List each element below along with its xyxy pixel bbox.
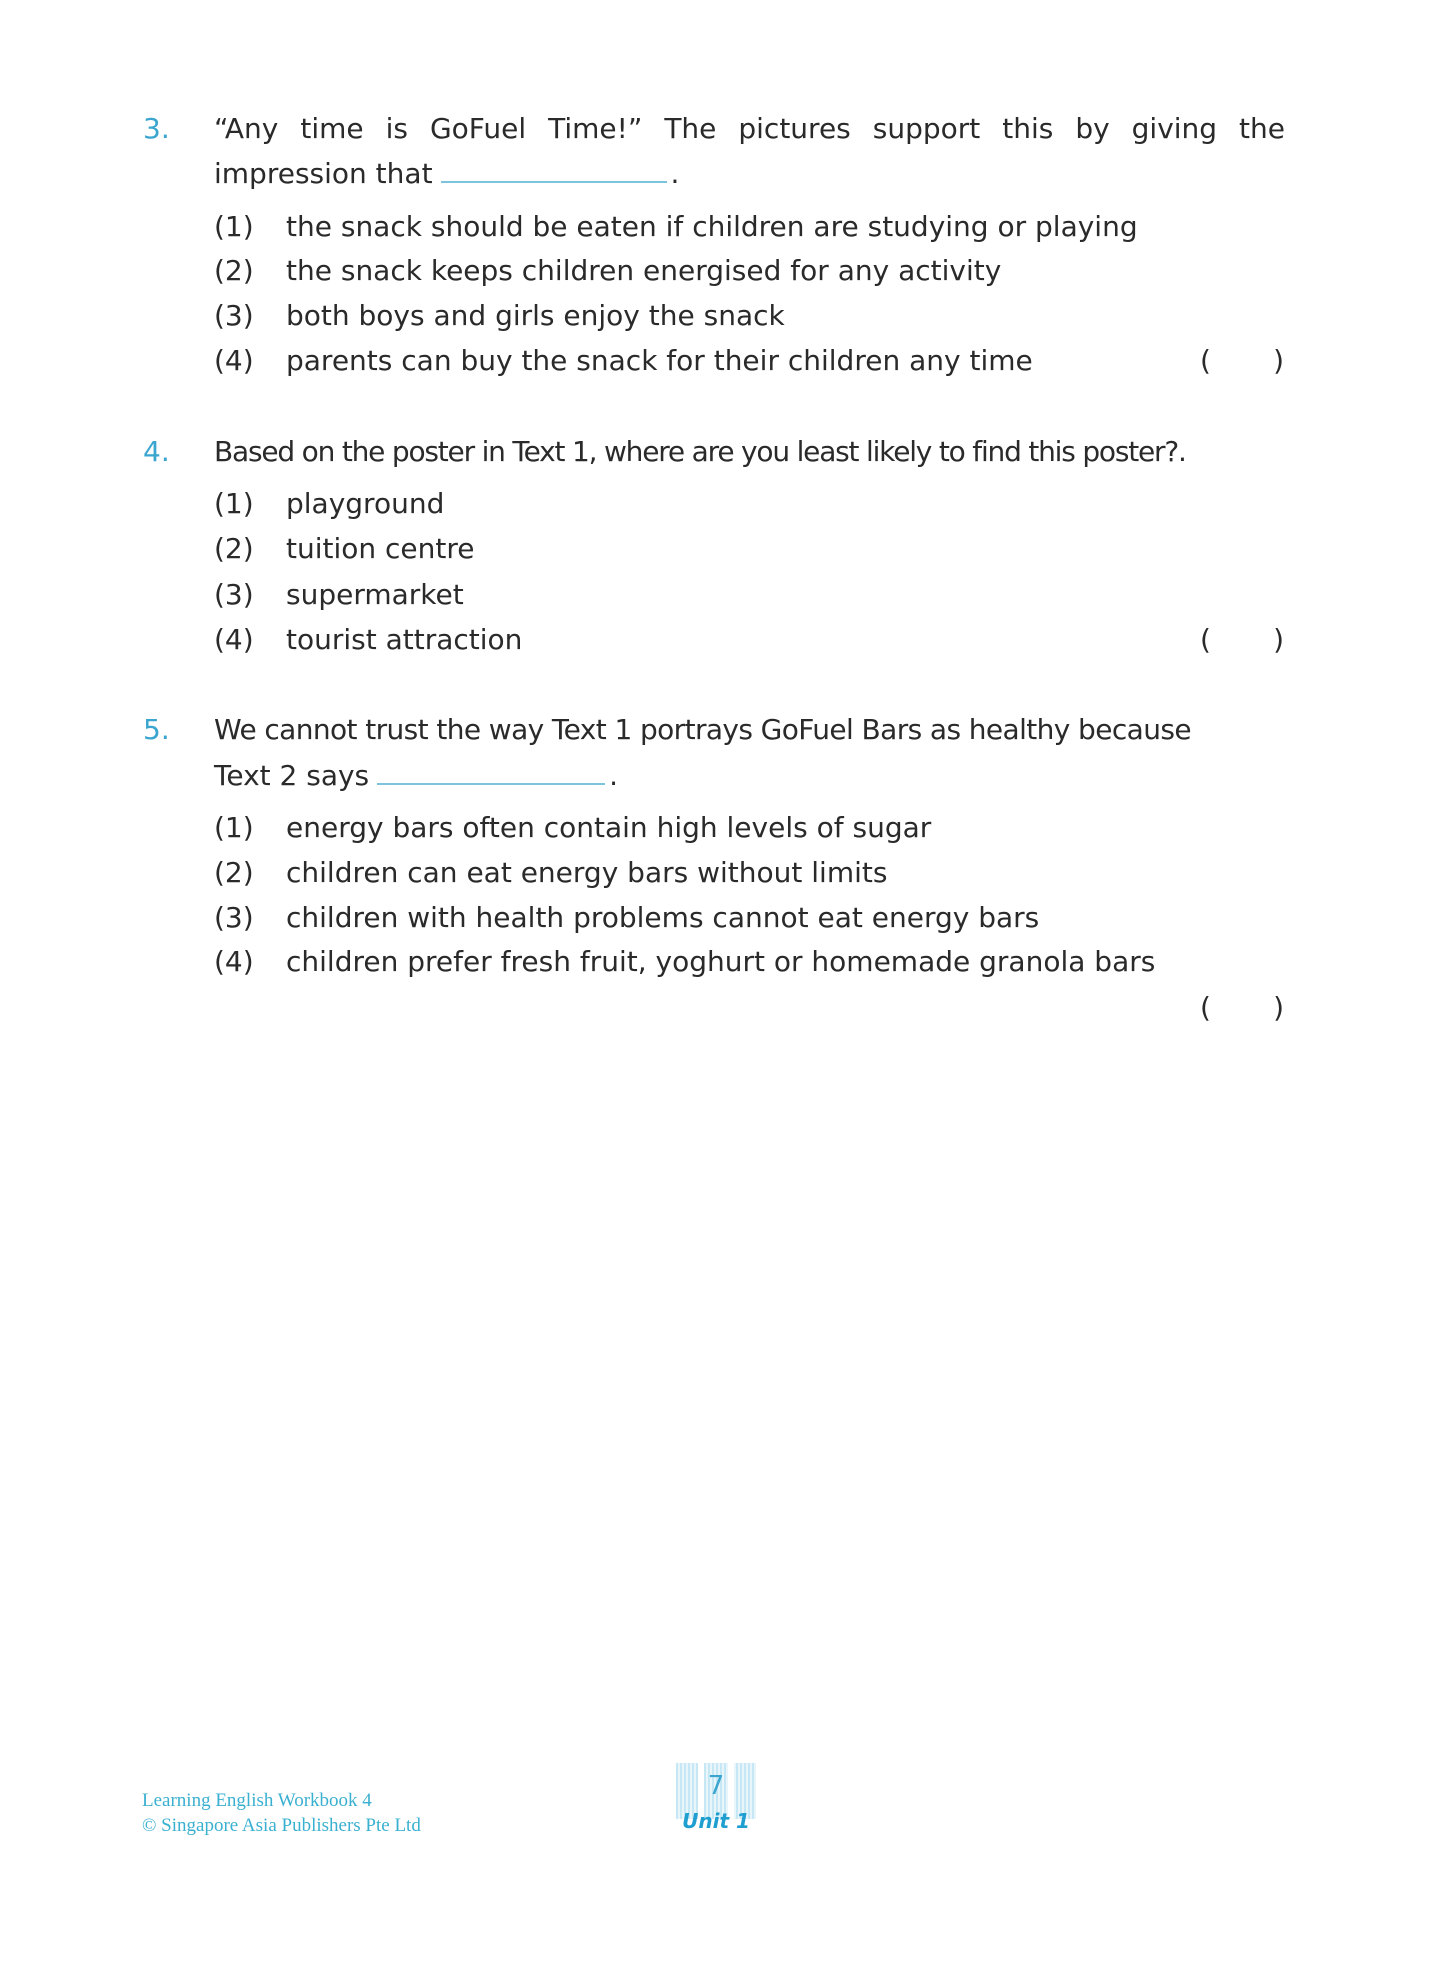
option-number: (4)	[214, 344, 254, 377]
question-stem-continued	[214, 157, 679, 191]
question-stem-continued	[214, 759, 618, 793]
bracket-close: )	[1273, 623, 1284, 656]
option-text: the snack should be eaten if children are studying or playing	[286, 210, 1138, 243]
answer-blank	[441, 157, 667, 183]
stem-text: impression that	[214, 157, 433, 190]
stem-end: .	[670, 157, 680, 190]
option-number: (2)	[214, 532, 254, 565]
option-number: (4)	[214, 623, 254, 656]
option-text: children can eat energy bars without limits	[286, 856, 888, 889]
option-number: (3)	[214, 901, 254, 934]
option-number: (4)	[214, 945, 254, 978]
question-number: 3.	[143, 112, 170, 145]
option-number: (1)	[214, 487, 254, 520]
option-number: (1)	[214, 210, 254, 243]
question-stem: Based on the poster in Text 1, where are you least likely to find this poster?.	[214, 435, 1186, 468]
option-text: children prefer fresh fruit, yoghurt or homemade granola bars	[286, 945, 1156, 978]
page-number-badge	[676, 1763, 756, 1837]
footer-copyright: © Singapore Asia Publishers Pte Ltd	[142, 1815, 421, 1836]
question-stem: “Any time is GoFuel Time!” The pictures support this by giving the	[214, 112, 1285, 145]
footer-book-title: Learning English Workbook 4	[142, 1790, 372, 1811]
option-text: playground	[286, 487, 445, 520]
option-text: energy bars often contain high levels of sugar	[286, 811, 932, 844]
answer-bracket[interactable]	[1200, 623, 1284, 657]
option-number: (2)	[214, 856, 254, 889]
option-number: (3)	[214, 578, 254, 611]
option-text: both boys and girls enjoy the snack	[286, 299, 785, 332]
bracket-open: (	[1200, 991, 1211, 1024]
bracket-close: )	[1273, 344, 1284, 377]
stem-text: Text 2 says	[214, 759, 370, 792]
option-number: (2)	[214, 254, 254, 287]
stem-end: .	[609, 759, 619, 792]
unit-label: Unit 1	[682, 1809, 750, 1833]
answer-bracket[interactable]	[1200, 344, 1284, 378]
option-text: parents can buy the snack for their children any time	[286, 344, 1033, 377]
option-text: tuition centre	[286, 532, 475, 565]
question-number: 5.	[143, 713, 170, 746]
page-number: 7	[707, 1771, 725, 1801]
option-text: the snack keeps children energised for any activity	[286, 254, 1002, 287]
question-number: 4.	[143, 435, 170, 468]
option-text: supermarket	[286, 578, 464, 611]
bracket-open: (	[1200, 623, 1211, 656]
option-number: (1)	[214, 811, 254, 844]
option-text: children with health problems cannot eat energy bars	[286, 901, 1040, 934]
option-number: (3)	[214, 299, 254, 332]
question-stem: We cannot trust the way Text 1 portrays GoFuel Bars as healthy because	[214, 713, 1191, 746]
bracket-open: (	[1200, 344, 1211, 377]
answer-bracket[interactable]	[1200, 991, 1284, 1025]
answer-blank	[377, 759, 605, 785]
bracket-close: )	[1273, 991, 1284, 1024]
option-text: tourist attraction	[286, 623, 523, 656]
